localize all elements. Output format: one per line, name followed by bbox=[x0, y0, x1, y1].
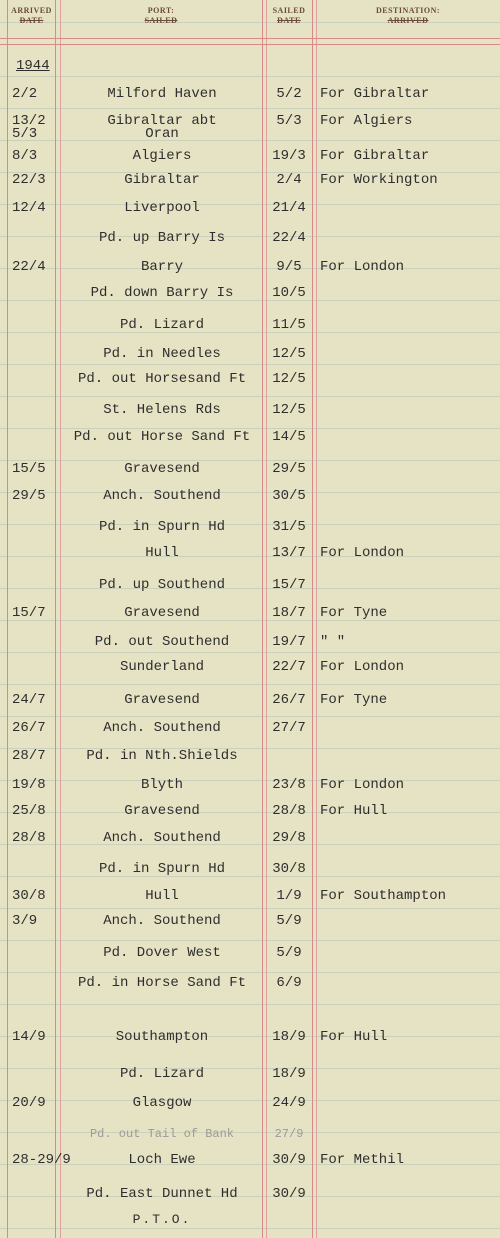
port-name: Pd. in Needles bbox=[103, 346, 221, 362]
destination: For Workington bbox=[320, 172, 438, 188]
port-name: Sunderland bbox=[119, 659, 204, 675]
year-label: 1944 bbox=[16, 58, 50, 74]
port-name: Southampton bbox=[115, 1029, 209, 1045]
arrived-date: 13/2 bbox=[12, 113, 46, 129]
port-name: Pd. out Tail of Bank bbox=[89, 1127, 235, 1141]
port-name: Milford Haven bbox=[107, 86, 217, 102]
sailed-date: 26/7 bbox=[272, 692, 306, 708]
arrived-date: 28-29/9 bbox=[12, 1152, 71, 1168]
port-name: Pd. in Horse Sand Ft bbox=[77, 975, 247, 991]
port-name: Gravesend bbox=[124, 803, 200, 819]
header-port-struck: SAILED bbox=[144, 16, 178, 25]
sailed-date: 5/9 bbox=[276, 945, 302, 961]
arrived-date: 19/8 bbox=[12, 777, 46, 793]
destination: For Hull bbox=[320, 803, 388, 819]
port-name: St. Helens Rds bbox=[103, 402, 221, 418]
destination: For Southampton bbox=[320, 888, 447, 904]
sailed-date: 29/8 bbox=[272, 830, 306, 846]
port-name: Gibraltar abt bbox=[107, 113, 217, 129]
arrived-date: 24/7 bbox=[12, 692, 46, 708]
port-name: Anch. Southend bbox=[103, 488, 221, 504]
sailed-date: 30/5 bbox=[272, 488, 306, 504]
sailed-date: 31/5 bbox=[272, 519, 306, 535]
sailed-date: 5/9 bbox=[276, 913, 302, 929]
header-sailed-struck: DATE bbox=[277, 16, 301, 25]
header-arrived-label: ARRIVED bbox=[11, 6, 52, 15]
port-name: Pd. out Horse Sand Ft bbox=[73, 429, 251, 445]
destination: For Methil bbox=[320, 1152, 405, 1168]
sailed-date: 11/5 bbox=[272, 317, 306, 333]
header-sailed bbox=[266, 6, 312, 26]
arrived-date: 28/8 bbox=[12, 830, 46, 846]
port-name: Anch. Southend bbox=[103, 913, 221, 929]
sailed-date: 19/7 bbox=[272, 634, 306, 650]
arrived-date: 3/9 bbox=[12, 913, 38, 929]
destination: For Tyne bbox=[320, 692, 388, 708]
port-name: Pd. in Spurn Hd bbox=[98, 519, 226, 535]
port-name: Pd. out Horsesand Ft bbox=[77, 371, 247, 387]
column-divider bbox=[262, 0, 263, 1238]
port-name: Anch. Southend bbox=[103, 720, 221, 736]
sailed-date: 13/7 bbox=[272, 545, 306, 561]
destination: For Tyne bbox=[320, 605, 388, 621]
port-name: Gibraltar bbox=[124, 172, 200, 188]
sailed-date: 1/9 bbox=[276, 888, 302, 904]
sailed-date: 27/7 bbox=[272, 720, 306, 736]
arrived-date: 22/4 bbox=[12, 259, 46, 275]
arrived-date: 25/8 bbox=[12, 803, 46, 819]
arrived-date: 5/3 bbox=[12, 126, 38, 142]
sailed-date: 12/5 bbox=[272, 402, 306, 418]
sailed-date: 30/8 bbox=[272, 861, 306, 877]
header-destination bbox=[316, 6, 500, 26]
port-name: Pd. Lizard bbox=[119, 1066, 204, 1082]
column-divider bbox=[316, 0, 317, 1238]
sailed-date: 18/7 bbox=[272, 605, 306, 621]
sailed-date: 5/2 bbox=[276, 86, 302, 102]
sailed-date: 18/9 bbox=[272, 1029, 306, 1045]
port-name: Pd. East Dunnet Hd bbox=[86, 1186, 238, 1202]
sailed-date: 14/5 bbox=[272, 429, 306, 445]
arrived-date: 28/7 bbox=[12, 748, 46, 764]
port-name: Pd. in Spurn Hd bbox=[98, 861, 226, 877]
sailed-date: 10/5 bbox=[272, 285, 306, 301]
header-rule bbox=[0, 44, 500, 45]
arrived-date: 22/3 bbox=[12, 172, 46, 188]
sailed-date: 22/4 bbox=[272, 230, 306, 246]
port-name: Gravesend bbox=[124, 605, 200, 621]
sailed-date: 9/5 bbox=[276, 259, 302, 275]
destination: For London bbox=[320, 777, 405, 793]
header-destination-label: DESTINATION: bbox=[375, 6, 441, 15]
arrived-date: 30/8 bbox=[12, 888, 46, 904]
destination: For Hull bbox=[320, 1029, 388, 1045]
pto-note: P.T.O. bbox=[132, 1212, 192, 1227]
arrived-date: 14/9 bbox=[12, 1029, 46, 1045]
column-divider bbox=[55, 0, 56, 1238]
port-name: Oran bbox=[145, 126, 179, 142]
sailed-date: 15/7 bbox=[272, 577, 306, 593]
arrived-date: 15/5 bbox=[12, 461, 46, 477]
header-sailed-label: SAILED bbox=[272, 6, 306, 15]
column-divider bbox=[60, 0, 61, 1238]
port-name: Algiers bbox=[132, 148, 192, 164]
port-name: Hull bbox=[145, 888, 179, 904]
port-name: Liverpool bbox=[124, 200, 200, 216]
sailed-date: 5/3 bbox=[276, 113, 302, 129]
sailed-date: 6/9 bbox=[276, 975, 302, 991]
sailed-date: 12/5 bbox=[272, 346, 306, 362]
destination: For London bbox=[320, 259, 405, 275]
arrived-date: 8/3 bbox=[12, 148, 38, 164]
margin-line bbox=[7, 0, 8, 1238]
sailed-date: 30/9 bbox=[272, 1186, 306, 1202]
port-name: Pd. down Barry Is bbox=[90, 285, 234, 301]
port-name: Pd. Dover West bbox=[103, 945, 221, 961]
destination: For Algiers bbox=[320, 113, 413, 129]
port-name: Hull bbox=[145, 545, 179, 561]
port-name: Pd. up Barry Is bbox=[98, 230, 226, 246]
port-name: Loch Ewe bbox=[128, 1152, 196, 1168]
sailed-date: 2/4 bbox=[276, 172, 302, 188]
port-name: Glasgow bbox=[132, 1095, 192, 1111]
port-name: Blyth bbox=[140, 777, 183, 793]
sailed-date: 29/5 bbox=[272, 461, 306, 477]
sailed-date: 24/9 bbox=[272, 1095, 306, 1111]
port-name: Pd. up Southend bbox=[98, 577, 226, 593]
port-name: Pd. out Southend bbox=[94, 634, 230, 650]
destination: For Gibraltar bbox=[320, 86, 430, 102]
sailed-date: 23/8 bbox=[272, 777, 306, 793]
destination: For London bbox=[320, 659, 405, 675]
header-port bbox=[60, 6, 262, 26]
port-name: Gravesend bbox=[124, 461, 200, 477]
sailed-date: 18/9 bbox=[272, 1066, 306, 1082]
arrived-date: 20/9 bbox=[12, 1095, 46, 1111]
port-name: Pd. in Nth.Shields bbox=[86, 748, 238, 764]
destination: For London bbox=[320, 545, 405, 561]
sailed-date: 27/9 bbox=[274, 1127, 304, 1141]
port-name: Gravesend bbox=[124, 692, 200, 708]
arrived-date: 15/7 bbox=[12, 605, 46, 621]
sailed-date: 21/4 bbox=[272, 200, 306, 216]
sailed-date: 19/3 bbox=[272, 148, 306, 164]
destination: For Gibraltar bbox=[320, 148, 430, 164]
header-arrived bbox=[8, 6, 55, 26]
arrived-date: 29/5 bbox=[12, 488, 46, 504]
header-rule bbox=[0, 38, 500, 39]
arrived-date: 12/4 bbox=[12, 200, 46, 216]
port-name: Anch. Southend bbox=[103, 830, 221, 846]
sailed-date: 22/7 bbox=[272, 659, 306, 675]
destination: " " bbox=[320, 634, 346, 650]
header-destination-struck: ARRIVED bbox=[387, 16, 429, 25]
port-name: Pd. Lizard bbox=[119, 317, 204, 333]
arrived-date: 26/7 bbox=[12, 720, 46, 736]
port-name: Barry bbox=[140, 259, 183, 275]
sailed-date: 28/8 bbox=[272, 803, 306, 819]
header-arrived-struck: DATE bbox=[19, 16, 44, 25]
header-port-label: PORT: bbox=[147, 6, 175, 15]
sailed-date: 12/5 bbox=[272, 371, 306, 387]
sailed-date: 30/9 bbox=[272, 1152, 306, 1168]
arrived-date: 2/2 bbox=[12, 86, 38, 102]
